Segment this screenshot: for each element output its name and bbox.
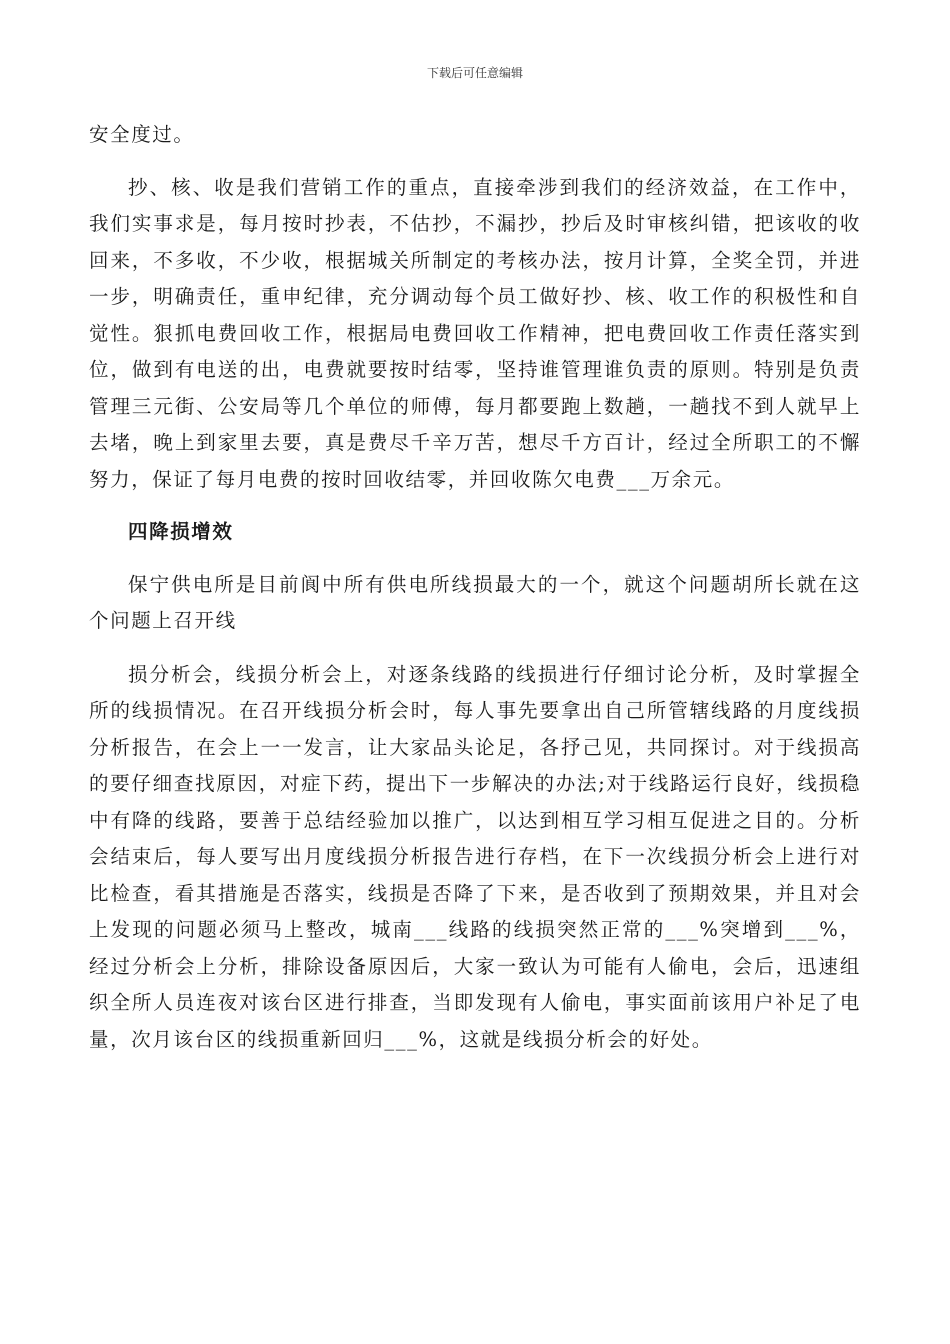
paragraph-line-loss-intro: 保宁供电所是目前阆中所有供电所线损最大的一个，就这个问题胡所长就在这个问题上召开线 bbox=[89, 572, 861, 632]
paragraph-continuation: 安全度过。 bbox=[89, 123, 195, 146]
page-header: 下载后可任意编辑 bbox=[426, 66, 523, 80]
document-body bbox=[89, 117, 861, 1058]
paragraph-line-loss-analysis: 损分析会，线损分析会上，对逐条线路的线损进行仔细讨论分析，及时掌握全所的线损情况。在召开线损分析会时，每人事先要拿出自己所管辖线路的月度线损分析报告，在会上一一发言，让大家品头论足，各抒己见，共同探讨。对于线损高的要仔细查找原因，对症下药，提出下一步解决的办法;对于线路运行良好，线损稳中有降的线路，要善于总结经验加以推广，以达到相互学习相互促进之目的。分析会结束后，每人要写出月度线损分析报告进行存档，在下一次线损分析会上进行对比检查，看其措施是否落实，线损是否降了下来，是否收到了预期效果，并且对会上发现的问题必须马上整改，城南___线路的线损突然正常的___%突增到___%，经过分析会上分析，排除设备原因后，大家一致认为可能有人偷电，会后，迅速组织全所人员连夜对该台区进行排查，当即发现有人偷电，事实面前该用户补足了电量，次月该台区的线损重新回归___%，这就是线损分析会的好处。 bbox=[89, 662, 861, 1051]
paragraph-billing-collection: 抄、核、收是我们营销工作的重点，直接牵涉到我们的经济效益，在工作中，我们实事求是，每月按时抄表，不估抄，不漏抄，抄后及时审核纠错，把该收的收回来，不多收，不少收，根据城关所制定的考核办法，按月计算，全奖全罚，并进一步，明确责任，重申纪律，充分调动每个员工做好抄、核、收工作的积极性和自觉性。狠抓电费回收工作，根据局电费回收工作精神，把电费回收工作责任落实到位，做到有电送的出，电费就要按时结零，坚持谁管理谁负责的原则。特别是负责管理三元街、公安局等几个单位的师傅，每月都要跑上数趟，一趟找不到人就早上去堵，晚上到家里去要，真是费尽千辛万苦，想尽千方百计，经过全所职工的不懈努力，保证了每月电费的按时回收结零，并回收陈欠电费___万余元。 bbox=[89, 175, 861, 491]
section-heading: 四降损增效 bbox=[128, 520, 234, 543]
